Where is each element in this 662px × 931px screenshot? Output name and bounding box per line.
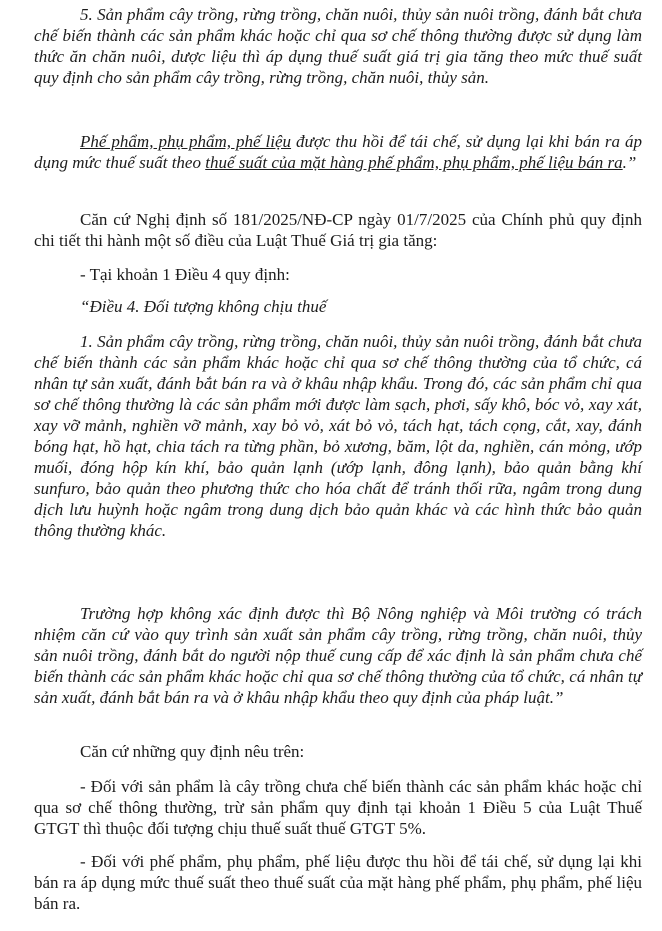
underlined-scrap-terms: Phế phẩm, phụ phẩm, phế liệu xyxy=(80,132,292,151)
article-4-intro: - Tại khoản 1 Điều 4 quy định: xyxy=(80,265,290,284)
scrap-clause-end: .” xyxy=(622,153,637,172)
underlined-scrap-rate: thuế suất của mặt hàng phế phẩm, phụ phẩm, phế liệu bán ra xyxy=(205,153,623,172)
scrap-clause-text: được thu hồi để tái chế, sử dụng lại khi bán ra áp dụng mức thuế suất theo xyxy=(34,132,642,172)
quote-clause-5: 5. Sản phẩm cây trồng, rừng trồng, chăn nuôi, thủy sản nuôi trồng, đánh bắt chưa chế biến thành các sản phẩm khác hoặc chỉ qua sơ chế thông thường được sử dụng làm thức ăn chăn nuôi, dược liệu thì áp dụng thuế suất giá trị gia tăng theo mức thuế suất quy định cho sản phẩm cây trồng, rừng trồng, chăn nuôi, thủy sản. xyxy=(34,5,642,87)
conclusion-crops: - Đối với sản phẩm là cây trồng chưa chế biến thành các sản phẩm khác hoặc chỉ qua sơ chế thông thường, trừ sản phẩm quy định tại khoản 1 Điều 5 của Luật Thuế GTGT thì thuộc đối tượng chịu thuế suất thuế GTGT 5%. xyxy=(34,777,642,838)
conclusion-scrap: - Đối với phế phẩm, phụ phẩm, phế liệu được thu hồi để tái chế, sử dụng lại khi bán ra áp dụng mức thuế suất theo thuế suất của mặt hàng phế phẩm, phụ phẩm, phế liệu bán ra. xyxy=(34,852,642,913)
article-4-clause-1: 1. Sản phẩm cây trồng, rừng trồng, chăn nuôi, thủy sản nuôi trồng, đánh bắt chưa chế biến thành các sản phẩm khác hoặc chỉ qua sơ chế thông thường của tổ chức, cá nhân tự sản xuất, đánh bắt bán ra và ở khâu nhập khẩu. Trong đó, các sản phẩm chỉ qua sơ chế thông thường là các sản phẩm mới được làm sạch, phơi, sấy khô, bóc vỏ, xay xát, xay vỡ mảnh, nghiền vỡ mảnh, xay bỏ vỏ, xát bỏ vỏ, tách hạt, tách cọng, cắt, xay, đánh bóng hạt, hồ hạt, chia tách ra từng phần, bỏ xương, băm, lột da, nghiền, cán mỏng, ướp muối, đóng hộp kín khí, bảo quản lạnh (ướp lạnh, đông lạnh), bảo quản bằng khí sunfuro, bảo quản theo phương thức cho hóa chất để tránh thối rữa, ngâm trong dung dịch lưu huỳnh hoặc ngâm trong dung dịch bảo quản khác và các hình thức bảo quản thông thường khác. xyxy=(34,332,642,540)
article-4-undetermined-case: Trường hợp không xác định được thì Bộ Nông nghiệp và Môi trường có trách nhiệm căn cứ vào quy trình sản xuất sản phẩm cây trồng, rừng trồng, chăn nuôi, thủy sản nuôi trồng, đánh bắt do người nộp thuế cung cấp để xác định là sản phẩm chưa chế biến thành các sản phẩm khác hoặc chỉ qua sơ chế thông thường của tổ chức, cá nhân tự sản xuất, đánh bắt bán ra và ở khâu nhập khẩu theo quy định của pháp luật.” xyxy=(34,604,642,707)
conclusion-intro: Căn cứ những quy định nêu trên: xyxy=(80,742,305,761)
article-4-title: “Điều 4. Đối tượng không chịu thuế xyxy=(80,297,327,316)
quote-scrap-clause xyxy=(34,131,642,173)
decree-reference: Căn cứ Nghị định số 181/2025/NĐ-CP ngày 01/7/2025 của Chính phủ quy định chi tiết thi hành một số điều của Luật Thuế Giá trị gia tăng: xyxy=(34,210,642,250)
